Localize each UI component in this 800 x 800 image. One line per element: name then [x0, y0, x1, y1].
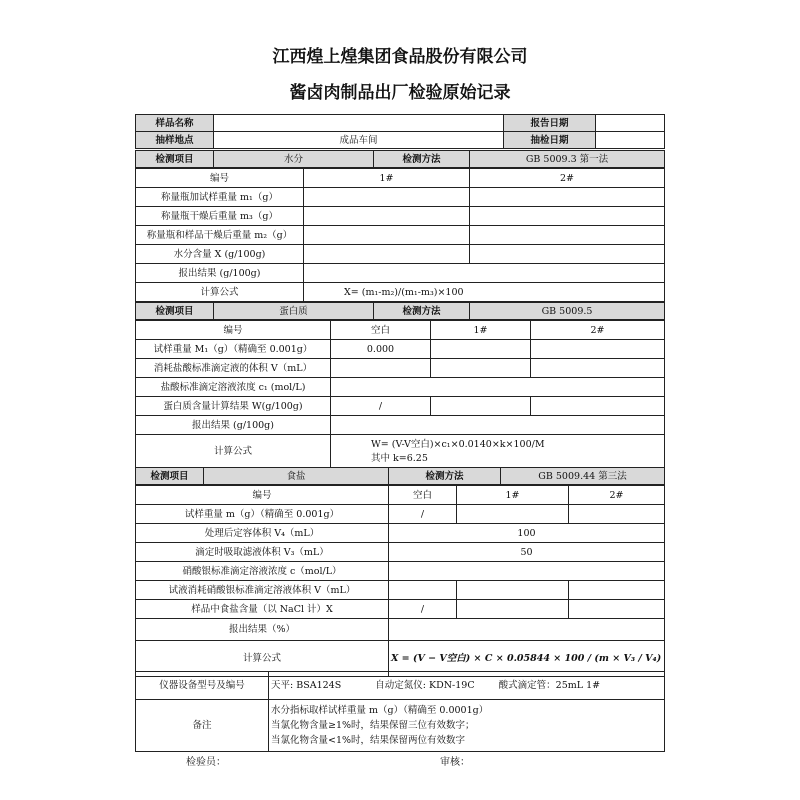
protein-method-value: GB 5009.5	[470, 303, 665, 320]
salt-v-c2[interactable]	[569, 581, 665, 600]
protein-m1-c2[interactable]	[531, 340, 665, 359]
protein-v-blank[interactable]	[331, 359, 431, 378]
salt-v-c1[interactable]	[457, 581, 569, 600]
protein-item-label: 检测项目	[136, 303, 214, 320]
record-table-top	[135, 114, 665, 149]
moisture-report-value[interactable]	[304, 264, 665, 283]
remarks-line3: 当氯化物含量<1%时，结果保留两位有效数字	[271, 735, 466, 746]
salt-table	[135, 467, 665, 485]
nitrogen-analyzer-info: 自动定氮仪: KDN-19C	[375, 680, 475, 691]
salt-c-value[interactable]	[389, 562, 665, 581]
protein-v-c2[interactable]	[531, 359, 665, 378]
salt-m-label: 试样重量 m（g）（精确至 0.001g）	[136, 505, 389, 524]
report-date-label: 报告日期	[504, 115, 596, 132]
salt-v-label: 试液消耗硝酸银标准滴定溶液体积 V（mL）	[136, 581, 389, 600]
sample-name-label: 样品名称	[136, 115, 214, 132]
location-value[interactable]: 成品车间	[214, 132, 504, 149]
protein-report-value[interactable]	[331, 416, 665, 435]
moisture-m1-c1[interactable]	[304, 188, 470, 207]
moisture-item-value: 水分	[214, 151, 374, 168]
moisture-formula: X= (m₁-m₂)/(m₁-m₃)×100	[304, 283, 665, 302]
salt-x-c1[interactable]	[457, 600, 569, 619]
protein-number-c2: 2#	[531, 321, 665, 340]
report-date-value[interactable]	[596, 115, 665, 132]
moisture-m3-c2[interactable]	[470, 207, 665, 226]
salt-v4-value: 100	[389, 524, 665, 543]
sample-date-value[interactable]	[596, 132, 665, 149]
remarks-label: 备注	[136, 700, 269, 752]
salt-number-blank: 空白	[389, 486, 457, 505]
remarks-value	[269, 700, 665, 752]
protein-m1-label: 试样重量 M₁（g）（精确至 0.001g）	[136, 340, 331, 359]
salt-m-c2[interactable]	[569, 505, 665, 524]
reviewer-label: 审核：	[440, 757, 470, 768]
moisture-formula-label: 计算公式	[136, 283, 304, 302]
moisture-m1-label: 称量瓶加试样重量 m₁（g）	[136, 188, 304, 207]
moisture-m2-c2[interactable]	[470, 226, 665, 245]
moisture-report-label: 报出结果 (g/100g)	[136, 264, 304, 283]
salt-m-blank: /	[389, 505, 457, 524]
protein-data-table	[135, 320, 665, 469]
protein-v-c1[interactable]	[431, 359, 531, 378]
record-title: 酱卤肉制品出厂检验原始记录	[289, 83, 511, 103]
remarks-line1: 水分指标取样试样重量 m（g）（精确至 0.0001g）	[271, 705, 489, 716]
equipment-value	[269, 672, 665, 700]
salt-formula: X = (V − V空白) × C × 0.05844 × 100 / (m × V₃ / V₄)	[389, 641, 665, 677]
salt-number-c1: 1#	[457, 486, 569, 505]
salt-report-value[interactable]	[389, 619, 665, 641]
moisture-method-value: GB 5009.3 第一法	[470, 151, 665, 168]
moisture-number-label: 编号	[136, 169, 304, 188]
protein-formula-label: 计算公式	[136, 435, 331, 469]
moisture-x-label: 水分含量 X (g/100g)	[136, 245, 304, 264]
moisture-table	[135, 150, 665, 168]
protein-w-c1[interactable]	[431, 397, 531, 416]
sample-name-value[interactable]	[214, 115, 504, 132]
protein-c-value[interactable]	[331, 378, 665, 397]
moisture-m3-label: 称量瓶干燥后重量 m₃（g）	[136, 207, 304, 226]
protein-table	[135, 302, 665, 320]
remarks-line2: 当氯化物含量≥1%时，结果保留三位有效数字；	[271, 720, 475, 731]
protein-formula	[331, 435, 665, 469]
salt-x-blank: /	[389, 600, 457, 619]
moisture-m3-c1[interactable]	[304, 207, 470, 226]
protein-item-value: 蛋白质	[214, 303, 374, 320]
salt-item-label: 检测项目	[136, 468, 204, 485]
salt-v4-label: 处理后定容体积 V₄（mL）	[136, 524, 389, 543]
moisture-m1-c2[interactable]	[470, 188, 665, 207]
inspector-label: 检验员：	[186, 757, 226, 768]
protein-method-label: 检测方法	[374, 303, 470, 320]
protein-report-label: 报出结果 (g/100g)	[136, 416, 331, 435]
protein-m1-c1[interactable]	[431, 340, 531, 359]
salt-number-c2: 2#	[569, 486, 665, 505]
moisture-method-label: 检测方法	[374, 151, 470, 168]
salt-x-c2[interactable]	[569, 600, 665, 619]
moisture-m2-label: 称量瓶和样品干燥后重量 m₂（g）	[136, 226, 304, 245]
sample-date-label: 抽检日期	[504, 132, 596, 149]
protein-v-label: 消耗盐酸标准滴定液的体积 V（mL）	[136, 359, 331, 378]
protein-w-c2[interactable]	[531, 397, 665, 416]
moisture-x-c1[interactable]	[304, 245, 470, 264]
salt-method-label: 检测方法	[389, 468, 501, 485]
burette-info: 酸式滴定管：25mL 1#	[498, 680, 601, 691]
salt-x-label: 样品中食盐含量（以 NaCl 计）X	[136, 600, 389, 619]
equipment-label: 仪器设备型号及编号	[136, 672, 269, 700]
protein-c-label: 盐酸标准滴定溶液浓度 c₁ (mol/L)	[136, 378, 331, 397]
location-label: 抽样地点	[136, 132, 214, 149]
salt-v3-value: 50	[389, 543, 665, 562]
protein-w-label: 蛋白质含量计算结果 W(g/100g)	[136, 397, 331, 416]
balance-info: 天平: BSA124S	[271, 680, 342, 691]
moisture-m2-c1[interactable]	[304, 226, 470, 245]
salt-method-value: GB 5009.44 第三法	[501, 468, 665, 485]
salt-formula-label: 计算公式	[136, 641, 389, 677]
salt-v-blank[interactable]	[389, 581, 457, 600]
salt-m-c1[interactable]	[457, 505, 569, 524]
salt-v3-label: 滴定时吸取滤液体积 V₃（mL）	[136, 543, 389, 562]
salt-report-label: 报出结果（%）	[136, 619, 389, 641]
moisture-number-c1: 1#	[304, 169, 470, 188]
protein-w-blank: /	[331, 397, 431, 416]
salt-c-label: 硝酸银标准滴定溶液浓度 c（mol/L）	[136, 562, 389, 581]
moisture-number-c2: 2#	[470, 169, 665, 188]
protein-m1-blank: 0.000	[331, 340, 431, 359]
salt-number-label: 编号	[136, 486, 389, 505]
salt-data-table	[135, 485, 665, 677]
protein-formula-line2: 其中 k=6.25	[371, 452, 428, 464]
moisture-item-label: 检测项目	[136, 151, 214, 168]
protein-number-label: 编号	[136, 321, 331, 340]
salt-item-value: 食盐	[204, 468, 389, 485]
moisture-x-c2[interactable]	[470, 245, 665, 264]
equipment-table	[135, 671, 665, 752]
protein-number-blank: 空白	[331, 321, 431, 340]
company-title: 江西煌上煌集团食品股份有限公司	[272, 47, 528, 67]
protein-formula-line1: W= (V-V空白)×c₁×0.0140×k×100/M	[371, 438, 545, 450]
protein-number-c1: 1#	[431, 321, 531, 340]
moisture-data-table	[135, 168, 665, 302]
